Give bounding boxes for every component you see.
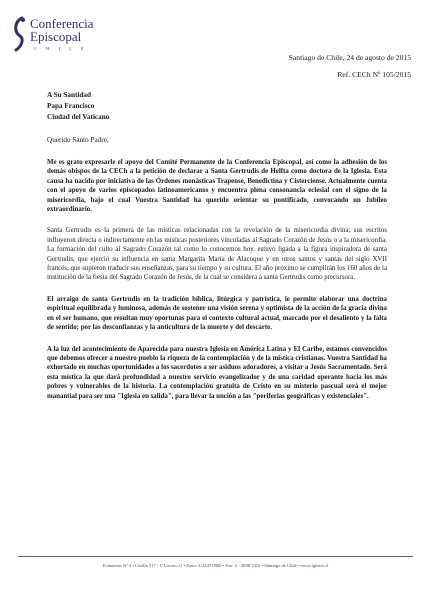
letter-date: Santiago de Chile, 24 de agosto de 2015 bbox=[288, 53, 411, 62]
logo-text-chile: C H I L E bbox=[34, 46, 88, 51]
cech-logo-mark-icon bbox=[12, 16, 26, 52]
paragraph-1 bbox=[47, 158, 387, 214]
paragraph-3 bbox=[47, 295, 387, 333]
footer-address: Echaurren Nº 4 • Casilla 517 - V Correo 21 • Fono: 2-2347 0900 • Fax: 2 - 2698 1416 • Santiago de Chile • www.iglesia.cl bbox=[102, 563, 329, 568]
paragraph-4 bbox=[47, 345, 387, 401]
footer-divider bbox=[18, 556, 413, 557]
reference-number: Ref. CECh Nº 105/2015 bbox=[337, 70, 411, 79]
letter-body bbox=[47, 158, 387, 413]
logo-text-conferencia: Conferencia bbox=[30, 16, 94, 31]
paragraph-4-text: A la luz del acontecimiento de Aparecida para nuestra Iglesia en América Latina y El Caribe, estamos convencidos que debemos ofrecer a nuestro pueblo la riqueza de la contemplación y de la mística cristianas. Vuestra Santidad ha exhortado en muchas oportunidades a los sacerdotes a ser asiduos adoradores, a visitar a Jesús Sacramentado. Será esta mística la que dará profundidad a nuestro servicio evangelizador y de una caridad operante hacia los más pobres y vulnerables de la historia. La contemplación gratuita de Cristo en su misterio pascual será el mejor manantial para ser una "Iglesia en salida", para llevar la unción a las "periferias geográficas y existenciales". bbox=[47, 345, 387, 400]
salutation: Querido Santo Padre, bbox=[47, 136, 109, 144]
paragraph-2: Santa Gertrudis es la primera de las místicas relacionadas con la revelación de la misericordia divina; sus escritos influyeron directa o indirectamente en las místicas posteriores vinculadas al Sagrado Corazón de Jesús o a la misericordia. La formación del culto al Sagrado Corazón tal como lo conocemos hoy, estuvo ligada a la figura inspiradora de santa Gertrudis, que ejerció su influencia en santa Margarita María de Alacoque y en otros santos y santas del siglo XVII francés, que supieron traducir sus enseñanzas, para su tiempo y su cultura. El año próximo se cumplirán los 160 años de la institución de la fiesta del Sagrado Corazón de Jesús, de la cual se considera a santa Gertrudis como precursora. bbox=[47, 227, 387, 282]
paragraph-1-rest: como doctora de la Iglesia. Esta causa ha nacido por iniciativa de las Órdenes monásticas Trapense, Benedictina y Cisterciense. Actualmente cuenta con el apoyo de varios episcopados latinoamericanos y encuentra plena consonancia eclesial con el signo de la misericordia, bajo el cual Vuestra Santidad ha querido orientar su pontificado, convocando un Jubileo extraordinario. bbox=[47, 168, 387, 214]
recipient-line: Papa Francisco bbox=[47, 102, 95, 110]
recipient-line: Ciudad del Vaticano bbox=[47, 113, 110, 121]
logo-text-episcopal: Episcopal bbox=[30, 29, 82, 44]
paragraph-1-intro: Me es grato expresarle el apoyo del Comité Permanente de la Conferencia Episcopal, así como la adhesión de los demás obispos de la CECh a la petición de declarar a bbox=[47, 159, 387, 176]
saint-name: Santa Gertrudis de Helfta bbox=[210, 168, 289, 176]
paragraph-3-text: El arraigo de santa Gertrudis en la tradición bíblica, litúrgica y patrística, le permite elaborar una doctrina espiritual equilibrada y luminosa, además de sostener una visión serena y optimista de la acción de la gracia divina en el ser humano, que resultan muy oportunas para el contexto cultural actual, marcado por el desaliento y la falta de sentido; por las desconfianzas y la anticultura de la muerte y del descarte. bbox=[47, 295, 387, 332]
recipient-block bbox=[47, 90, 109, 123]
cech-logo bbox=[12, 14, 102, 64]
recipient-line: A Su Santidad bbox=[47, 91, 91, 99]
